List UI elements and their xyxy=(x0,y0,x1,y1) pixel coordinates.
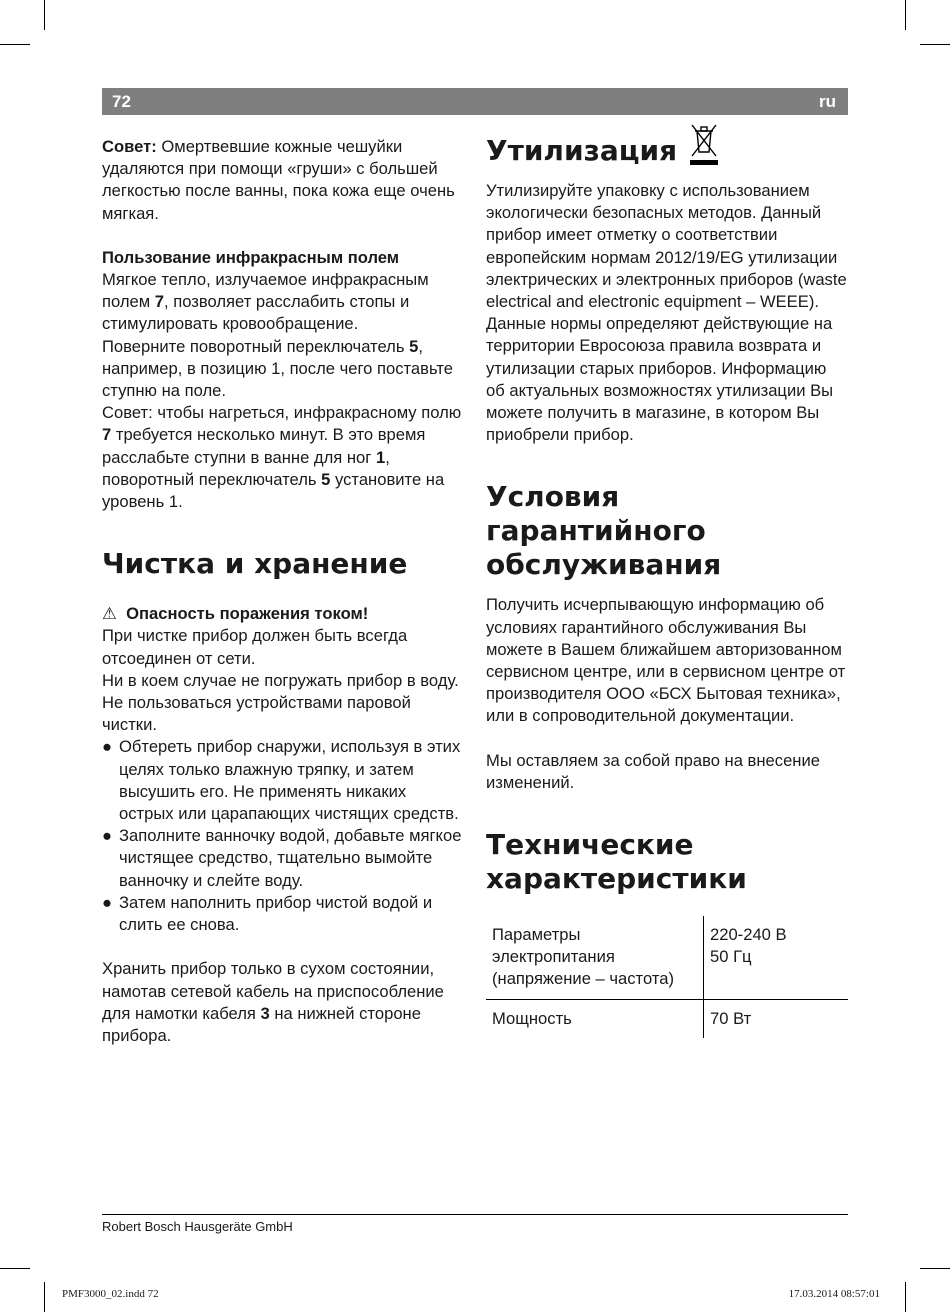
specs-table xyxy=(486,916,848,1038)
page-number: 72 xyxy=(112,92,131,111)
slug-datetime: 17.03.2014 08:57:01 xyxy=(788,1288,880,1300)
warning-triangle-icon: ⚠ xyxy=(102,604,117,624)
table-cell-param: Параметры электропитания (напряжение – частота) xyxy=(486,916,704,999)
warning-line: Не пользоваться устройствами паровой чистки. xyxy=(102,693,411,735)
changes-paragraph: Мы оставляем за собой право на внесение изменений. xyxy=(486,750,820,792)
table-cell-value: 70 Вт xyxy=(710,1008,752,1028)
crop-mark xyxy=(44,0,45,30)
crop-mark xyxy=(0,1268,30,1269)
weee-crossed-bin-icon xyxy=(689,122,719,166)
section-title-disposal: Утилизация xyxy=(486,134,678,167)
right-column xyxy=(486,122,848,896)
cleaning-list xyxy=(102,736,464,936)
table-row xyxy=(486,916,848,1000)
table-cell-param: Мощность xyxy=(486,1000,704,1038)
footer-company: Robert Bosch Hausgeräte GmbH xyxy=(102,1219,293,1234)
list-item: ● Заполните ванночку водой, добавьте мягкое чистящее средство, тщательно вымойте ванночку и слейте воду. xyxy=(102,826,462,890)
list-item: ● Обтереть прибор снаружи, используя в этих целях только влажную тряпку, и затем высушить его. Не применять никаких острых или царапающих чистящих средств. xyxy=(102,737,461,824)
language-code: ru xyxy=(819,92,836,111)
warning-line: Ни в коем случае не погружать прибор в воду. xyxy=(102,670,459,690)
crop-mark xyxy=(920,44,950,45)
ir-paragraph-1: Мягкое тепло, излучаемое инфракрасным полем 7, позволяет расслабить стопы и стимулировать кровообращение. xyxy=(102,270,429,334)
bullet-icon: ● xyxy=(102,737,113,757)
crop-mark xyxy=(905,0,906,30)
crop-mark xyxy=(44,1282,45,1312)
ir-paragraph-2: Поверните поворотный переключатель 5, например, в позицию 1, после чего поставьте ступню на поле. xyxy=(102,336,453,401)
storage-paragraph: Хранить прибор только в сухом состоянии, намотав сетевой кабель на приспособление для намотки кабеля 3 на нижней стороне прибора. xyxy=(102,959,444,1045)
slug-file: PMF3000_02.indd 72 xyxy=(62,1288,159,1300)
bullet-icon: ● xyxy=(102,892,113,912)
crop-mark xyxy=(905,1282,906,1312)
warning-heading: ⚠ Опасность поражения током! xyxy=(102,604,369,624)
disposal-paragraph: Утилизируйте упаковку с использованием экологически безопасных методов. Данный прибор имеет отметку о соответствии европейским нормам 2012/19/EG утилизации электрических и электронных приборов (waste electrical and electronic equipment – WEEE). Данные нормы определяют действующие на территории Евросоюза правила возврата и утилизации старых приборов. Информацию об актуальных возможностях утилизации Вы можете получить в магазине, в котором Вы приобрели прибор. xyxy=(486,181,847,445)
warning-line: При чистке прибор должен быть всегда отсоединен от сети. xyxy=(102,626,408,668)
table-row xyxy=(486,1000,848,1038)
section-title-cleaning: Чистка и хранение xyxy=(102,547,408,581)
ir-paragraph-3: Совет: чтобы нагреться, инфракрасному полю 7 требуется несколько минут. В это время расслабьте ступни в ванне для ног 1, поворотный переключатель 5 установите на уровень 1. xyxy=(102,403,462,512)
warranty-paragraph: Получить исчерпывающую информацию об условиях гарантийного обслуживания Вы можете в Вашем ближайшем авторизованном сервисном центре, или в сервисном центре от производителя ООО «БСХ Бытовая техника», или в сопроводительной документации. xyxy=(486,595,846,726)
crop-mark xyxy=(0,44,30,45)
disposal-title-row xyxy=(486,122,848,168)
footer-divider xyxy=(102,1214,848,1215)
bullet-icon: ● xyxy=(102,826,113,846)
left-column xyxy=(102,136,464,1047)
section-title-warranty: Условия гарантийного обслуживания xyxy=(486,480,722,582)
table-cell-value: 220-240 В 50 Гц xyxy=(710,925,787,967)
crop-mark xyxy=(920,1268,950,1269)
section-title-specs: Технические характеристики xyxy=(486,828,747,896)
list-item: ● Затем наполнить прибор чистой водой и слить ее снова. xyxy=(102,892,433,935)
tip-paragraph: Совет: Омертвевшие кожные чешуйки удаляются при помощи «груши» с большей легкостью после ванны, пока кожа еще очень мягкая. xyxy=(102,137,455,223)
ir-heading: Пользование инфракрасным полем xyxy=(102,247,400,267)
page-header-bar xyxy=(102,88,848,115)
